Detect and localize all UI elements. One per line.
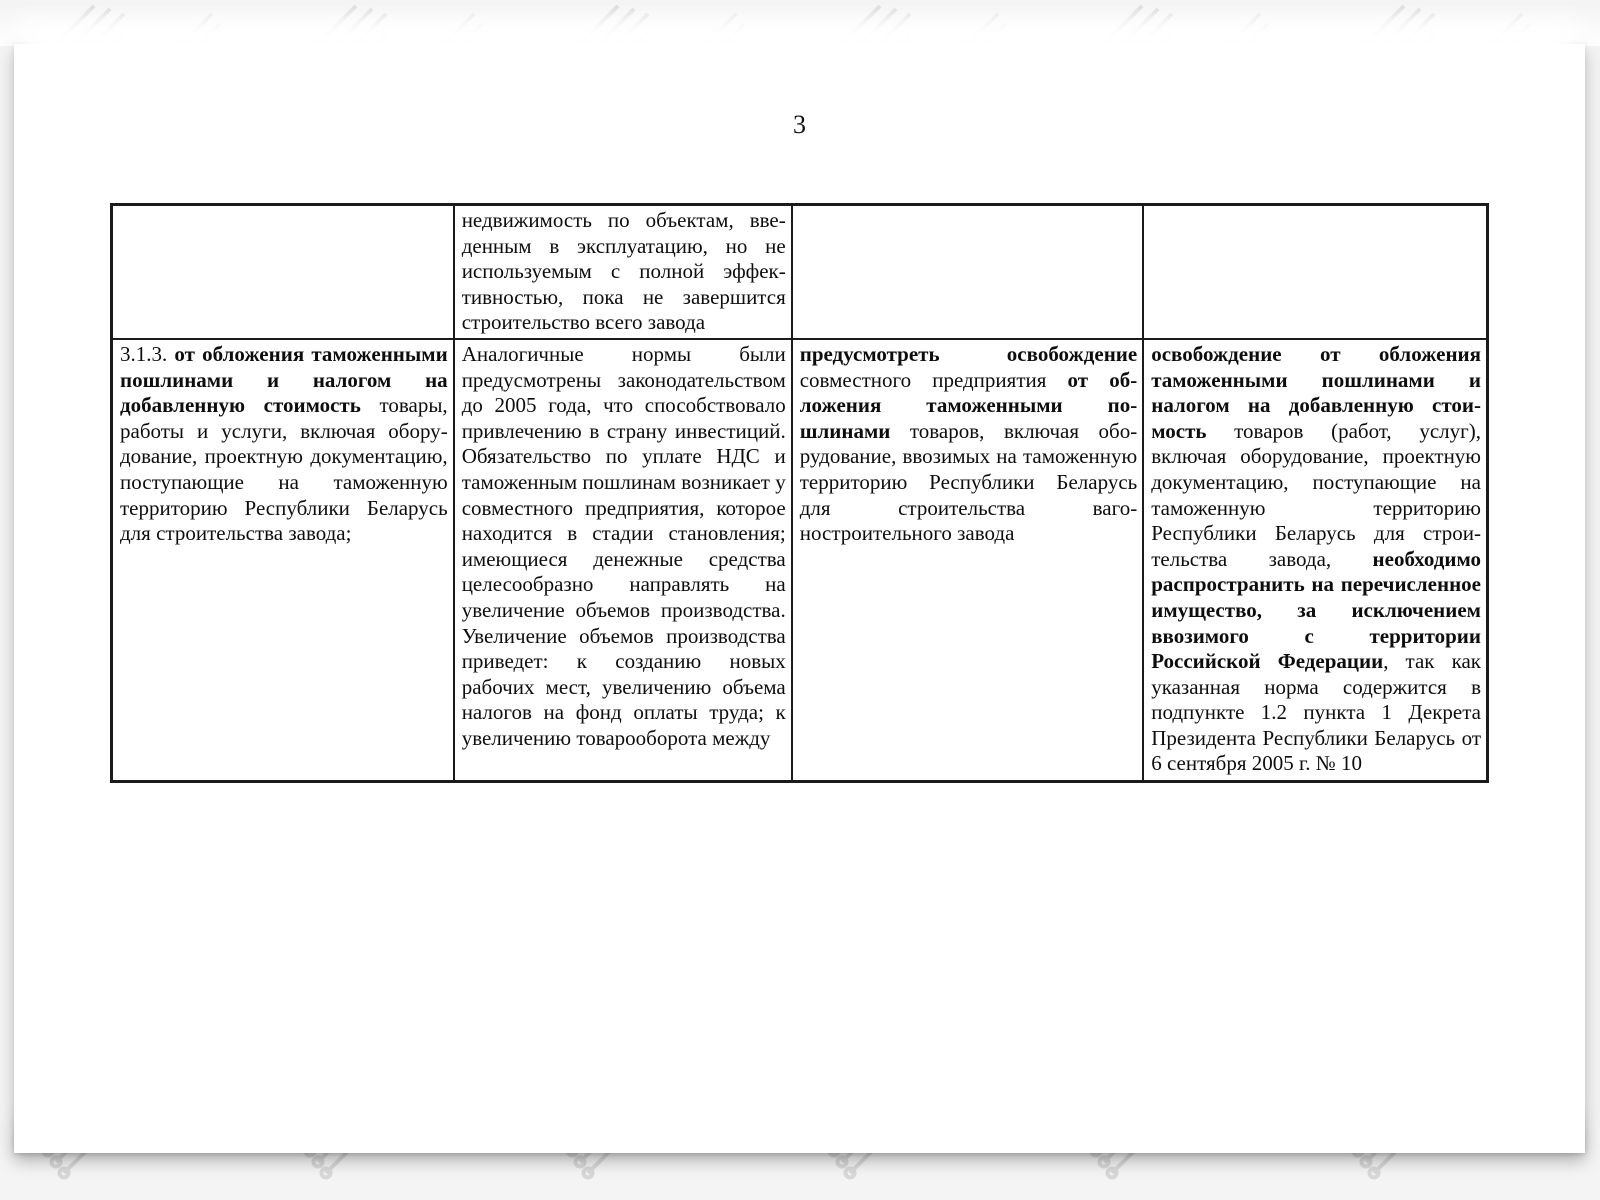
table-row: [112, 339, 1488, 782]
table-cell-r0c2: [792, 205, 1143, 339]
table-cell-r1c0: 3.1.3. от обложения таможенными пошлинами и налогом на добавленную стоимость товары, работы и услуги, включая оборудование, проектную документацию, поступающие на таможенную территорию Республики Беларусь для строительства завода;: [112, 339, 454, 782]
table-cell-r0c1: недвижимость по объектам, введенным в эксплуатацию, но не используемым с полной эффективностью, пока не завершится строительство всего завода: [454, 205, 792, 339]
table-cell-r1c3: освобождение от обложения таможенными пошлинами и налогом на добавленную стоимость товаров (работ, услуг), включая оборудование, проектную документацию, поступающие на таможенную территорию Республики Беларусь для строительства завода, необходимо распространить на перечисленное имущество, за исключением ввозимого с территории Российской Федерации, так как указанная норма содержится в подпункте 1.2 пункта 1 Декрета Президента Республики Беларусь от 6 сентября 2005 г. № 10: [1143, 339, 1487, 782]
comparison-table: [110, 203, 1489, 783]
page-number: 3: [793, 110, 806, 139]
table-cell-r0c3: [1143, 205, 1487, 339]
table-row: [112, 205, 1488, 339]
table-cell-r1c2: предусмотреть освобождение совместного предприятия от обложения таможенными пошлинами товаров, включая оборудование, ввозимых на таможенную территорию Республики Беларусь для строительства вагоностроительного завода: [792, 339, 1143, 782]
table-cell-r1c1: Аналогичные нормы были предусмотрены законодательством до 2005 года, что способствовало привлечению в страну инвестиций. Обязательство по уплате НДС и таможенным пошлинам возникает у совместного предприятия, которое находится в стадии становления; имеющиеся денежные средства целесообразно направлять на увеличение объемов производства. Увеличение объемов производства приведет: к созданию новых рабочих мест, увеличению объема налогов на фонд оплаты труда; к увеличению товарооборота между: [454, 339, 792, 782]
table-cell-r0c0: [112, 205, 454, 339]
document-sheet: [14, 44, 1585, 1153]
